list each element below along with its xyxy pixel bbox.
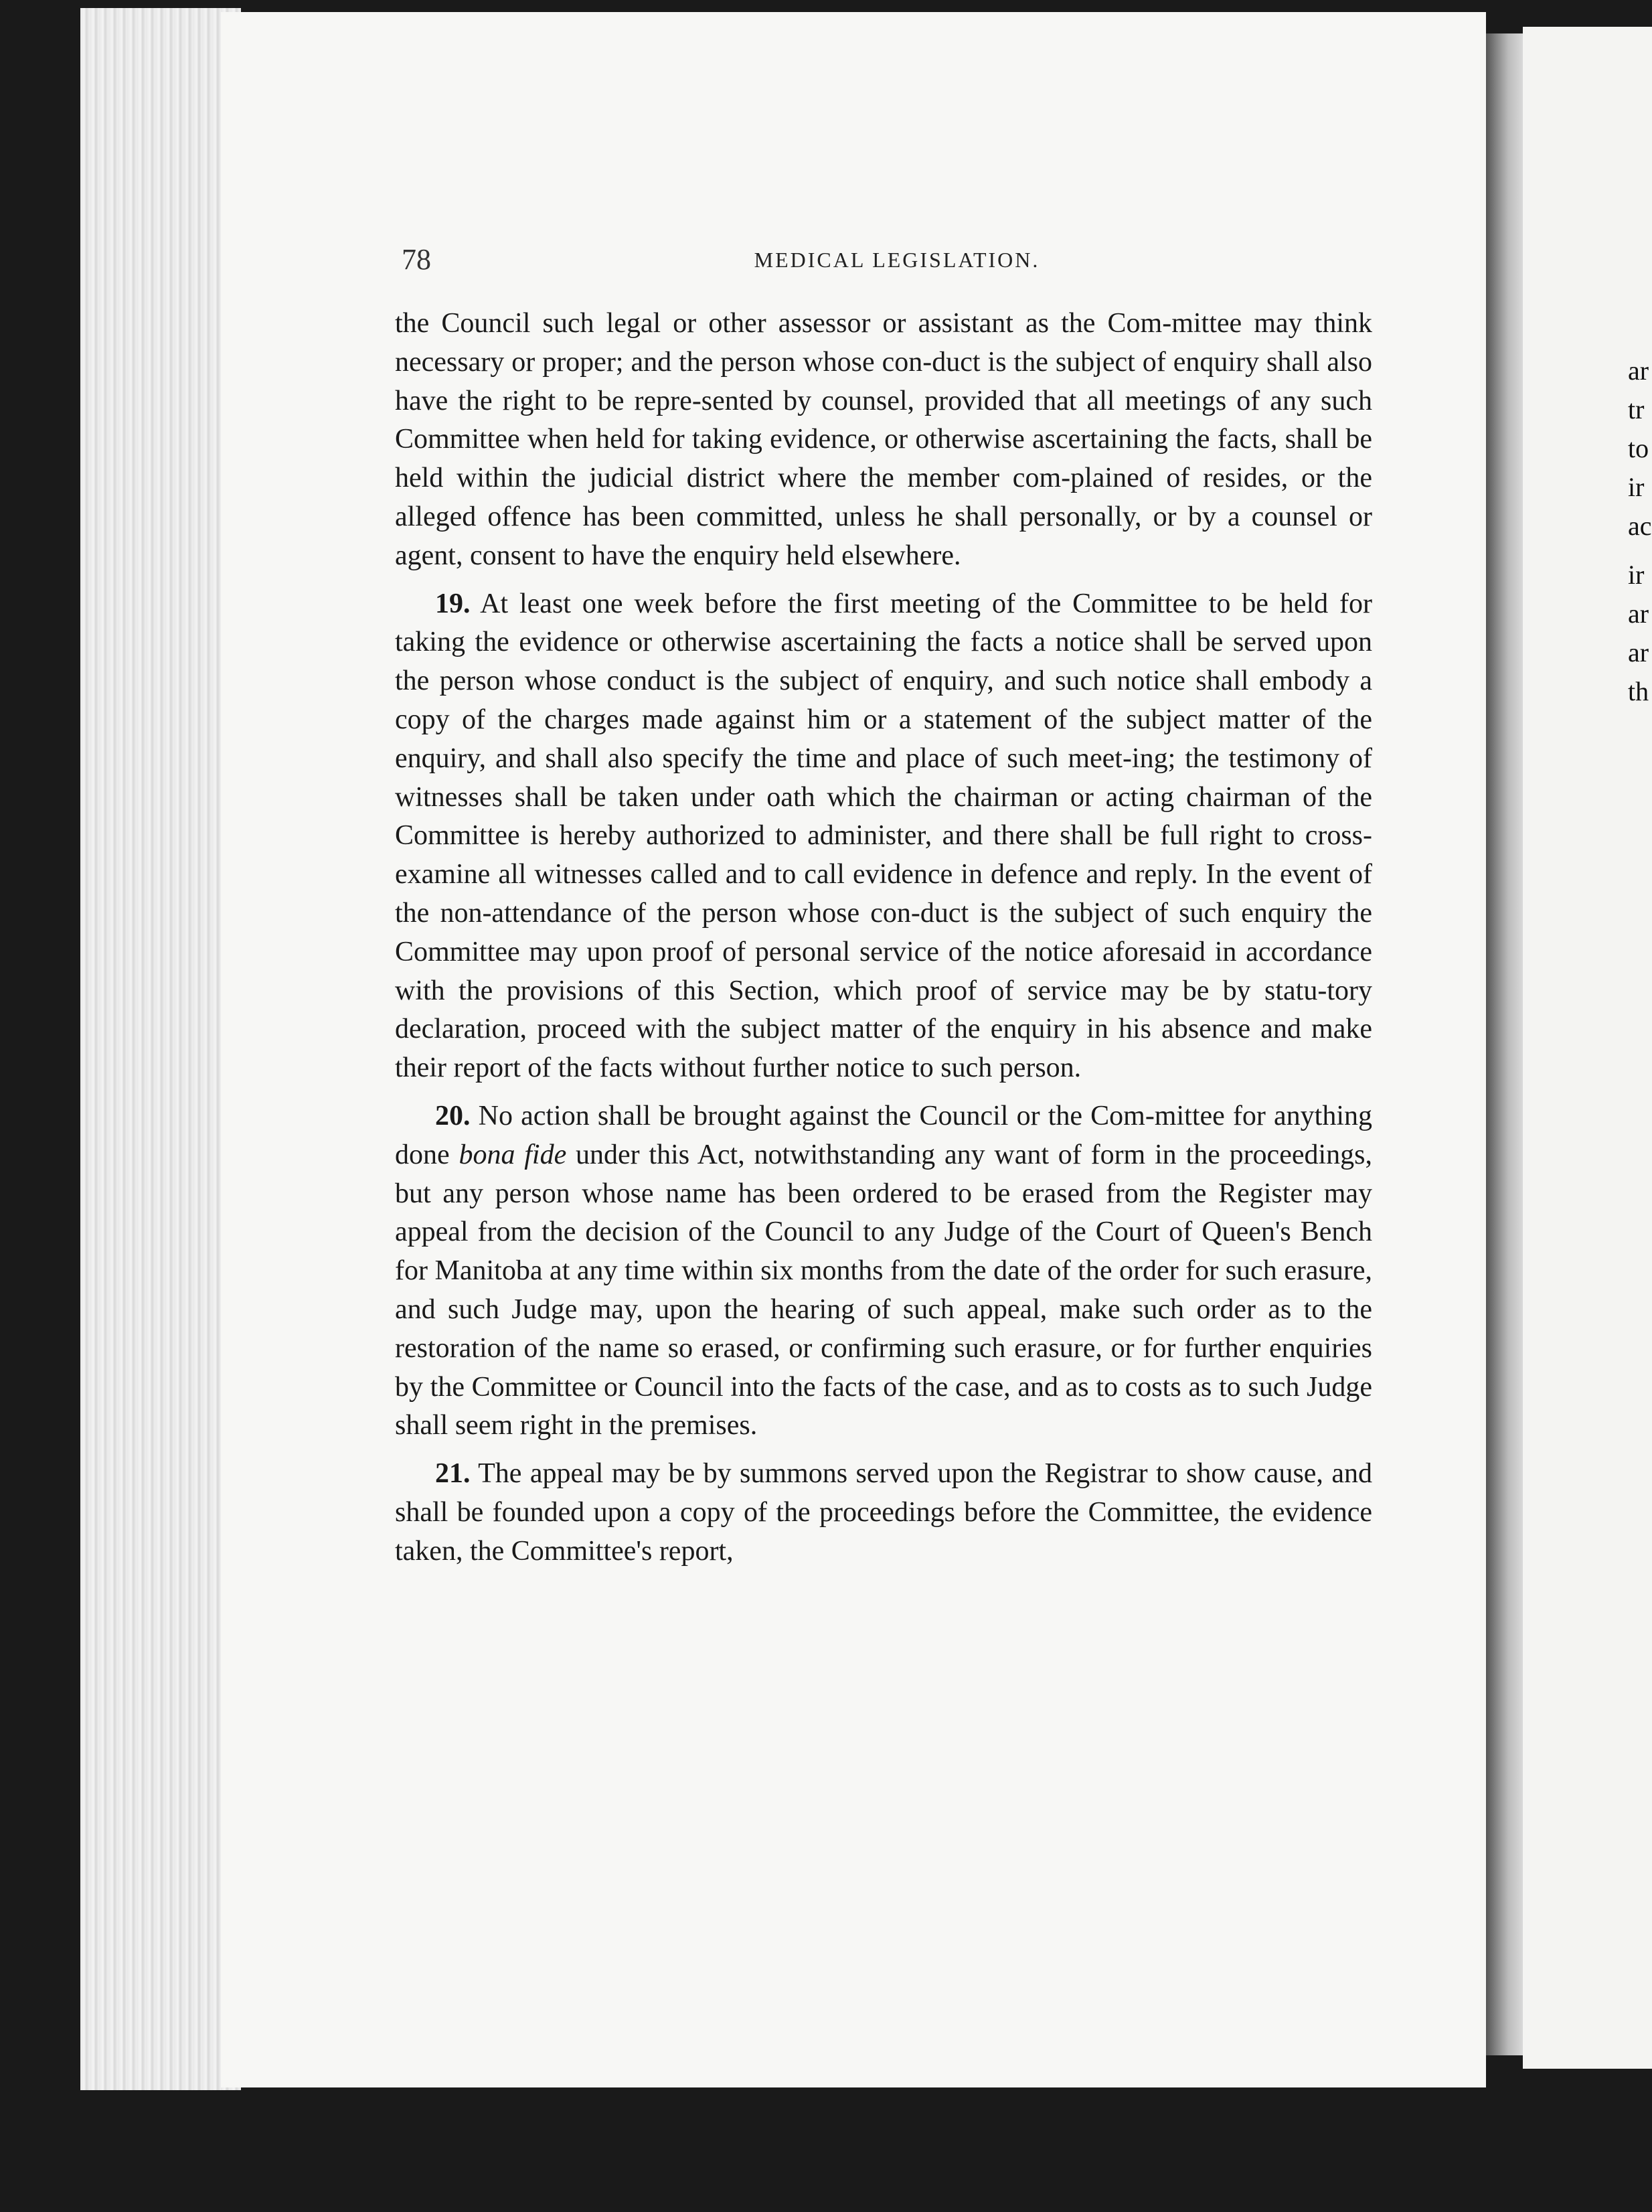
facing-page-fragment: ac [1628, 511, 1652, 541]
section-text: The appeal may be by summons served upon the Registrar to show cause, and shall be founded upon a copy of the proceedings before the Committee, the evidence taken, the Committee's report, [395, 1458, 1372, 1567]
facing-page-fragment: to [1628, 433, 1649, 463]
book-gutter [1486, 33, 1523, 2055]
body-text [395, 305, 1372, 1571]
section-number: 19. [435, 588, 471, 619]
continued-paragraph: the Council such legal or other assessor or assistant as the Com-mittee may think necessary or proper; and the person whose con-duct is the subject of enquiry shall also have the right to be repre-sented by counsel, provided that all meetings of any such Committee when held for taking evidence, or otherwise ascertaining the facts, shall be held within the judicial district where the member com-plained of resides, or the alleged offence has been committed, unless he shall personally, or by a counsel or agent, consent to have the enquiry held elsewhere. [395, 308, 1372, 571]
page-number: 78 [402, 243, 431, 276]
section-19 [395, 585, 1372, 1088]
facing-page [1523, 27, 1652, 2069]
section-number: 20. [435, 1100, 471, 1131]
section-text: At least one week before the first meeting of the Committee to be held for taking the evidence or otherwise ascertaining the facts a notice shall be served upon the person whose conduct is the subject of enquiry, and such notice shall embody a copy of the charges made against him or a statement of the subject matter of the enquiry, and shall also specify the time and place of such meet-ing; the testimony of witnesses shall be taken under oath which the chairman or acting chairman of the Committee is hereby authorized to administer, and there shall be full right to cross-examine all witnesses called and to call evidence in defence and reply. In the event of the non-attendance of the person whose con-duct is the subject of such enquiry the Committee may upon proof of personal service of the notice aforesaid in accordance with the provisions of this Section, which proof of service may be by statu-tory declaration, proceed with the subject matter of the enquiry in his absence and make their report of the facts without further notice to such person. [395, 588, 1373, 1084]
facing-page-fragment: ir [1628, 560, 1645, 590]
running-title: MEDICAL LEGISLATION. [754, 248, 1040, 272]
facing-page-fragment: ar [1628, 356, 1649, 386]
facing-page-fragment: ar [1628, 599, 1649, 629]
latin-phrase: bona fide [459, 1139, 567, 1170]
page-edge-stack [80, 8, 241, 2090]
facing-page-fragment: ar [1628, 637, 1649, 667]
section-21 [395, 1455, 1372, 1571]
running-head [402, 242, 1392, 283]
facing-page-fragment: th [1628, 676, 1649, 706]
section-20 [395, 1097, 1372, 1445]
section-number: 21. [435, 1458, 471, 1490]
facing-page-fragment: tr [1628, 394, 1645, 424]
scan-border [0, 2176, 1652, 2212]
section-text: No action shall be brought against the Council or the Com-mittee for anything done [395, 1100, 1372, 1170]
section-text: under this Act, notwithstanding any want of form in the proceedings, but any person whose name has been ordered to be erased from the Register may appeal from the decision of the Council to any Judge of the Court of Queen's Bench for Manitoba at any time within six months from the date of the order for such erasure, and such Judge may, upon the hearing of such appeal, make such order as to the restoration of the name so erased, or confirming such erasure, or for further enquiries by the Committee or Council into the facts of the case, and as to costs as to such Judge shall seem right in the premises. [395, 1139, 1372, 1441]
facing-page-fragment: ir [1628, 472, 1645, 502]
